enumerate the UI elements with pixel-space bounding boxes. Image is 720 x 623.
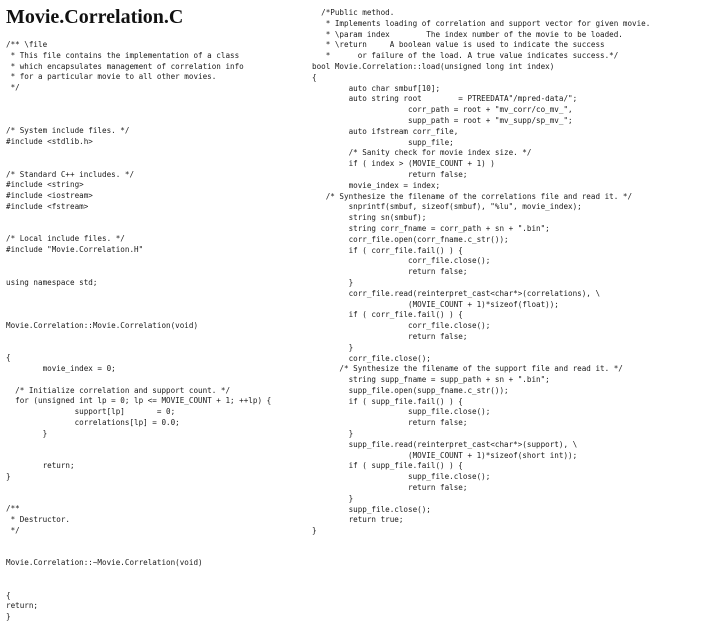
right-code-block: /*Public method. * Implements loading of correlation and support vector for given movie. * \param index The index number of the movie to be loaded. * \return A boolean value is used to indicate the success * or failure of the load. A true value indicates success.*/ bool Movie.Correlation::load(unsigned long int index) { auto char smbuf[10]; auto string root = PTREEDATA"/mpred-data/"; corr_path = root + "mv_corr/co_mv_", supp_path = root + "mv_supp/sp_mv_"; auto ifstream corr_file, supp_file; /* Sanity check for movie index size. */ if ( index > (MOVIE_COUNT + 1) ) return false; movie_index = index; /* Synthesize the filename of the correlations file and read it. */ snprintf(smbuf, sizeof(smbuf), "%lu", movie_index); string sn(smbuf); string corr_fname = corr_path + sn + ".bin"; corr_file.open(corr_fname.c_str()); if ( corr_file.fail() ) { corr_file.close(); return false; } corr_file.read(reinterpret_cast<char*>(correlations), \ (MOVIE_COUNT + 1)*sizeof(float)); if ( corr_file.fail() ) { corr_file.close(); return false; } corr_file.close(); /* Synthesize the filename of the support file and read it. */ string supp_fname = supp_path + sn + ".bin"; supp_file.open(supp_fname.c_str()); if ( supp_file.fail() ) { supp_file.close(); return false; } supp_file.read(reinterpret_cast<char*>(support), \ (MOVIE_COUNT + 1)*sizeof(short int)); if ( supp_file.fail() ) { supp_file.close(); return false; } supp_file.close(); return true; } xyxy=(312,8,651,536)
page-title: Movie.Correlation.C xyxy=(6,6,184,28)
left-code-block: /** \file * This file contains the implementation of a class * which encapsulates management of correlation info * for a particular movie to all other movies. */ /* System include files. */ #include <stdlib.h> /* Standard C++ includes. */ #include <string> #include <iostream> #include <fstream> /* Local include files. */ #include "Movie.Correlation.H" using namespace std; Movie.Correlation::Movie.Correlation(void) { movie_index = 0; /* Initialize correlation and support count. */ for (unsigned int lp = 0; lp <= MOVIE_COUNT + 1; ++lp) { support[lp] = 0; correlations[lp] = 0.0; } return; } /** * Destructor. */ Movie.Correlation::~Movie.Correlation(void) { return; } xyxy=(6,40,272,622)
